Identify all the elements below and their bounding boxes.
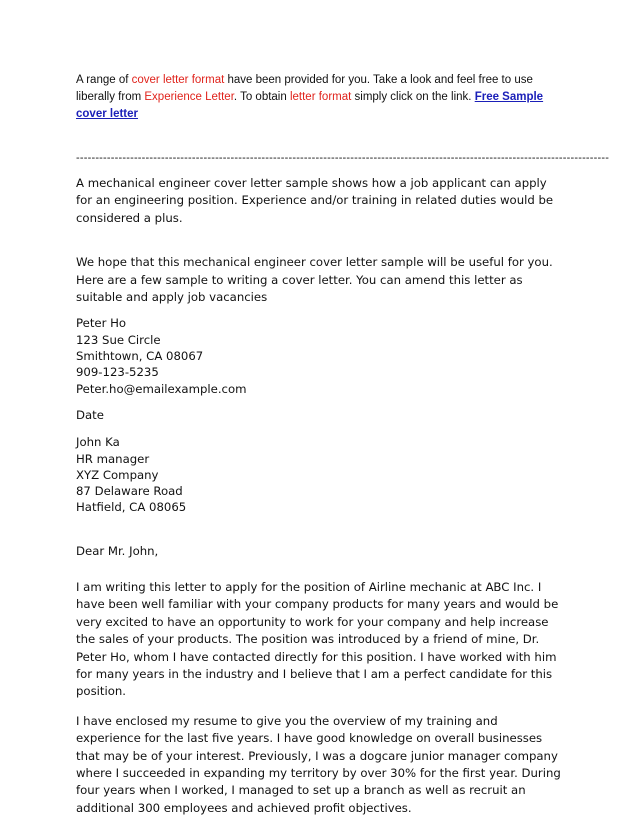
recipient-title: HR manager bbox=[76, 451, 150, 466]
letter-format-link[interactable]: letter format bbox=[289, 91, 352, 103]
usage-paragraph: We hope that this mechanical engineer cover letter sample will be useful for you. Here are a few sample to writing a cover letter. You can amend this letter as suitable and apply job vacancies bbox=[76, 255, 553, 305]
sender-street: 123 Sue Circle bbox=[76, 332, 161, 347]
sender-address bbox=[76, 315, 566, 396]
sender-city: Smithtown, CA 08067 bbox=[76, 349, 204, 364]
document-page bbox=[76, 72, 610, 817]
recipient-company: XYZ Company bbox=[76, 467, 159, 482]
salutation: Dear Mr. John, bbox=[76, 543, 159, 558]
sender-email: Peter.ho@emailexample.com bbox=[76, 381, 247, 396]
body-paragraph-2: I have enclosed my resume to give you the overview of my training and experience for the last five years. I have good knowledge on overall businesses that may be of your interest. Previously, I was a dogcare junior manager company where I succeeded in expanding my territory by over 30% for the first year. During four years when I worked, I managed to set up a branch as well as recruit an additional 300 employees and achieved profit objectives. bbox=[76, 713, 561, 815]
intro-text-4: simply click on the link. bbox=[351, 91, 475, 103]
sender-name: Peter Ho bbox=[76, 316, 127, 331]
intro-paragraph bbox=[76, 72, 566, 123]
description-paragraph: A mechanical engineer cover letter sample shows how a job applicant can apply for an engineering position. Experience and/or training in related duties would be considered a plus. bbox=[76, 176, 554, 225]
intro-text-3: . To obtain bbox=[233, 91, 290, 103]
recipient-city: Hatfield, CA 08065 bbox=[76, 500, 187, 515]
intro-text-2: have been provided for you. Take a look and feel free to use liberally from bbox=[76, 74, 533, 103]
recipient-street: 87 Delaware Road bbox=[76, 484, 183, 499]
intro-text-1: A range of bbox=[76, 74, 132, 86]
dashed-divider: ------------------------------------------------------------------------------------------------------------------------------------------ bbox=[76, 152, 610, 164]
experience-letter-link[interactable]: Experience Letter bbox=[144, 91, 234, 103]
free-sample-cover-letter-link[interactable]: Free Sample cover letter bbox=[76, 91, 544, 120]
body-paragraph-1: I am writing this letter to apply for the position of Airline mechanic at ABC Inc. I have been well familiar with your company products for many years and would be very excited to have an opportunity to work for your company and help increase the sales of your products. The position was introduced by a friend of mine, Dr. Peter Ho, whom I have contacted directly for this position. I have worked with him for many years in the industry and I believe that I am a perfect candidate for this position. bbox=[76, 580, 559, 699]
recipient-address bbox=[76, 434, 566, 515]
cover-letter-format-link[interactable]: cover letter format bbox=[131, 74, 225, 86]
sender-phone: 909-123-5235 bbox=[76, 365, 159, 380]
recipient-name: John Ka bbox=[76, 435, 120, 450]
letter-date: Date bbox=[76, 407, 104, 422]
